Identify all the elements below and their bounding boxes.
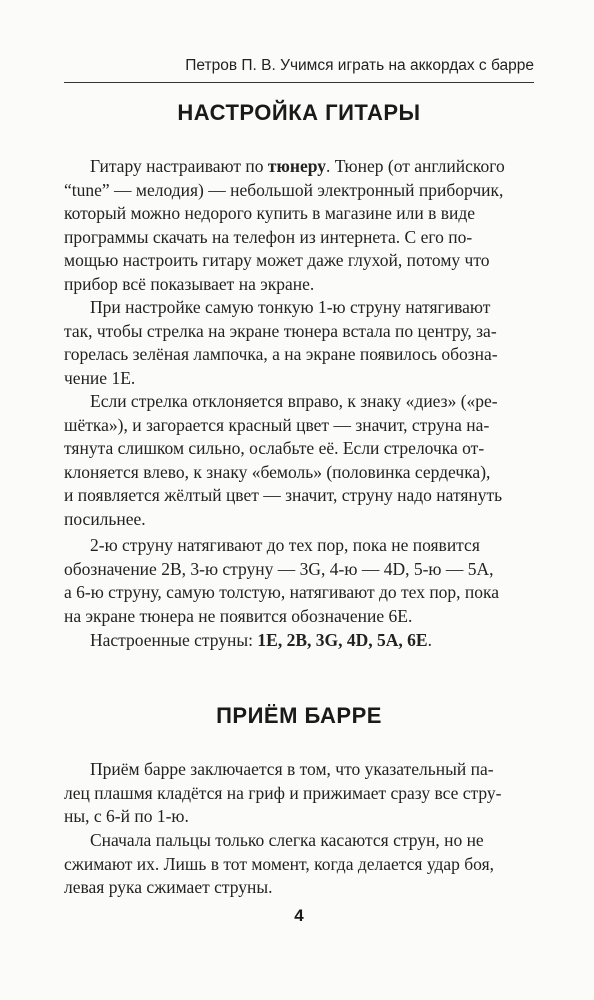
text-line <box>64 437 534 461</box>
text-line <box>64 390 534 414</box>
text-run: Гитару настраивают по <box>90 156 268 176</box>
text-run: горелась зелёная лампочка, а на экране появилось обозна- <box>64 344 498 365</box>
text-line <box>64 782 534 806</box>
text-run: Настроенные струны: <box>90 630 258 650</box>
text-run: левая рука сжимает струны. <box>64 877 273 898</box>
text-line <box>64 273 534 297</box>
text-line <box>64 876 534 900</box>
text-line <box>64 179 534 203</box>
text-run: Приём барре заключается в том, что указательный па- <box>90 759 494 779</box>
paragraph <box>64 296 534 390</box>
paragraph <box>64 534 534 628</box>
text-line <box>64 226 534 250</box>
text-run: а 6-ю струну, самую толстую, натягивают до тех пор, пока <box>64 582 500 603</box>
text-line <box>64 414 534 438</box>
section-title-tuning: НАСТРОЙКА ГИТАРЫ <box>177 100 421 125</box>
text-run: тянута слишком сильно, ослабьте её. Если стрелочка от- <box>64 438 485 459</box>
text-run: обозначение 2B, 3-ю струну — 3G, 4-ю — 4D, 5-ю — 5A, <box>64 558 494 579</box>
paragraph <box>64 155 534 297</box>
text-line <box>64 605 534 629</box>
header-rule <box>64 82 534 83</box>
text-run: При настройке самую тонкую 1-ю струну натягивают <box>90 297 491 317</box>
text-line <box>64 484 534 508</box>
text-line <box>64 534 534 558</box>
page-number: 4 <box>294 906 304 925</box>
text-run: прибор всё показывает на экране. <box>64 273 315 294</box>
text-run: . <box>427 630 432 650</box>
text-line <box>64 805 534 829</box>
text-run: шётка»), и загорается красный цвет — значит, струна на- <box>64 414 490 435</box>
text-run: так, чтобы стрелка на экране тюнера встала по центру, за- <box>64 320 497 341</box>
text-line <box>64 508 534 532</box>
text-line <box>64 461 534 485</box>
text-line <box>64 249 534 273</box>
text-line <box>64 629 534 653</box>
section-title-barre: ПРИЁМ БАРРЕ <box>216 703 382 728</box>
text-run: мощью настроить гитару может даже глухой, потому что <box>64 250 490 271</box>
text-line <box>64 829 534 853</box>
text-run: посильнее. <box>64 508 146 529</box>
text-run: “tune” — мелодия) — небольшой электронный приборчик, <box>64 179 504 200</box>
paragraph <box>64 829 534 900</box>
text-run: и появляется жёлтый цвет — значит, струну надо натянуть <box>64 485 503 506</box>
text-run: Сначала пальцы только слегка касаются струн, но не <box>90 830 484 850</box>
text-line <box>64 758 534 782</box>
text-run: который можно недорого купить в магазине или в виде <box>64 203 476 224</box>
text-run: на экране тюнера не появится обозначение 6E. <box>64 605 413 626</box>
paragraph <box>64 629 534 653</box>
text-run: программы скачать на телефон из интернета. С его по- <box>64 226 473 247</box>
text-line <box>64 558 534 582</box>
paragraph <box>64 758 534 829</box>
text-line <box>64 296 534 320</box>
text-line <box>64 202 534 226</box>
text-line <box>64 343 534 367</box>
text-line <box>64 155 534 179</box>
text-line <box>64 367 534 391</box>
text-line <box>64 853 534 877</box>
bold-text: 1E, 2B, 3G, 4D, 5A, 6E <box>257 630 428 650</box>
paragraph <box>64 390 534 532</box>
text-run: клоняется влево, к знаку «бемоль» (половинка сердечка), <box>64 461 491 482</box>
text-run: 2-ю струну натягивают до тех пор, пока не появится <box>90 535 480 555</box>
text-line <box>64 320 534 344</box>
text-run: чение 1E. <box>64 367 136 388</box>
bold-text: тюнеру <box>267 156 326 176</box>
text-run: лец плашмя кладётся на гриф и прижимает сразу все стру- <box>64 782 502 803</box>
text-run: ны, с 6-й по 1-ю. <box>64 806 189 827</box>
running-header: Петров П. В. Учимся играть на аккордах с барре <box>185 57 534 74</box>
text-line <box>64 581 534 605</box>
text-run: сжимают их. Лишь в тот момент, когда делается удар боя, <box>64 853 495 874</box>
text-run: . Тюнер (от английского <box>325 156 505 176</box>
text-run: Если стрелка отклоняется вправо, к знаку «диез» («ре- <box>90 391 498 411</box>
